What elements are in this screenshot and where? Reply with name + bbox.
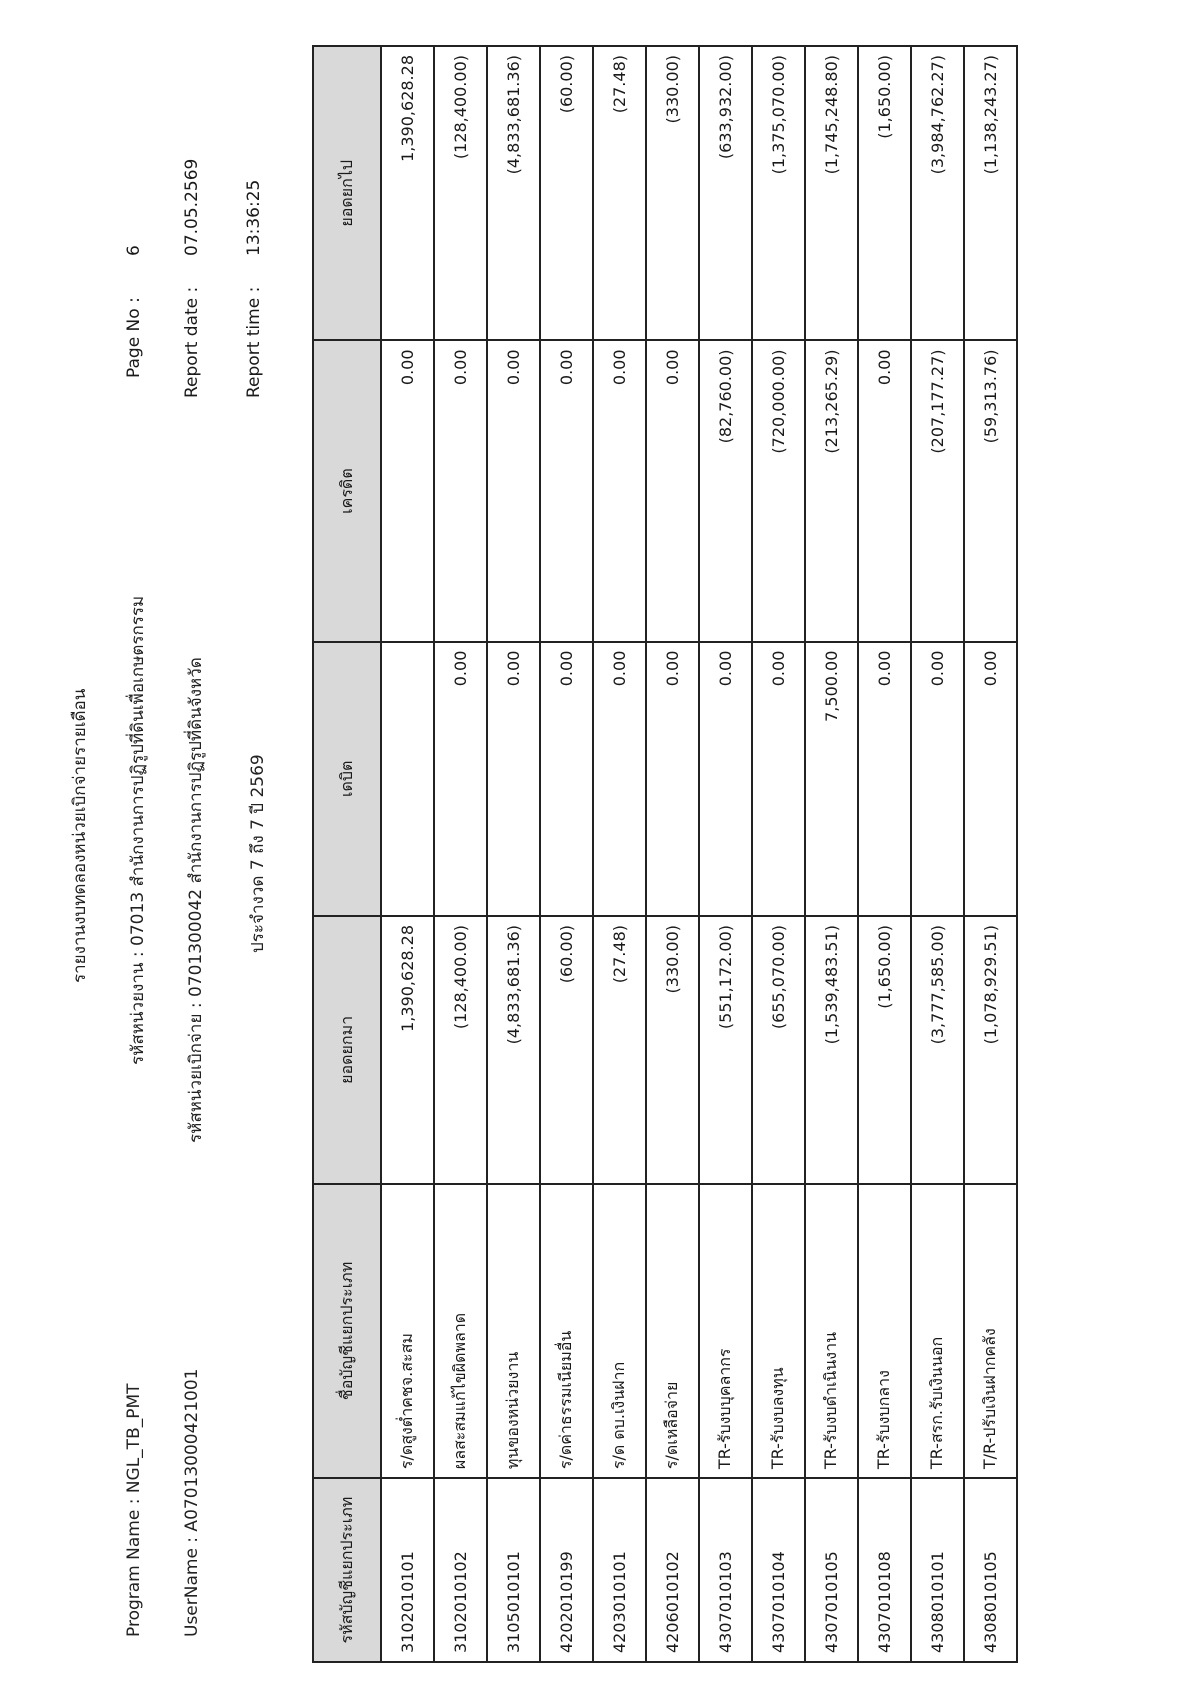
page-no-value: 6 (124, 245, 144, 256)
brought-forward-cell: (3,777,585.00) (911, 916, 964, 1184)
carried-forward-cell: (27.48) (593, 46, 646, 340)
account-code-cell: 4308010101 (911, 1478, 964, 1662)
credit-cell: (82,760.00) (699, 340, 752, 641)
account-name-cell: ร/ด ดบ.เงินฝาก (593, 1184, 646, 1478)
table-row (805, 46, 858, 1662)
debit-cell: 0.00 (487, 642, 540, 916)
account-name-cell: ทุนของหน่วยงาน (487, 1184, 540, 1478)
user-name: UserName : A07013000421001 (182, 1368, 202, 1637)
debit-cell: 0.00 (434, 642, 487, 916)
carried-forward-cell: (1,375,070.00) (752, 46, 805, 340)
credit-cell: 0.00 (593, 340, 646, 641)
brought-forward-cell: (4,833,681.36) (487, 916, 540, 1184)
account-code-cell: 4307010104 (752, 1478, 805, 1662)
credit-cell: 0.00 (381, 340, 434, 641)
account-name-cell: ร/ดค่าธรรมเนียมอื่น (540, 1184, 593, 1478)
brought-forward-cell: (128,400.00) (434, 916, 487, 1184)
carried-forward-cell: (1,138,243.27) (964, 46, 1017, 340)
trial-balance-table (312, 45, 1018, 1663)
brought-forward-cell: (1,539,483.51) (805, 916, 858, 1184)
program-name: Program Name : NGL_TB_PMT (124, 1383, 144, 1637)
account-code-cell: 3105010101 (487, 1478, 540, 1662)
credit-cell: 0.00 (487, 340, 540, 641)
account-code-cell: 4307010103 (699, 1478, 752, 1662)
table-row (434, 46, 487, 1662)
report-time-label: Report time : (244, 286, 264, 398)
credit-cell: (207,177.27) (911, 340, 964, 641)
carried-forward-cell: (1,745,248.80) (805, 46, 858, 340)
credit-cell: (59,313.76) (964, 340, 1017, 641)
table-row (593, 46, 646, 1662)
account-code-cell: 4308010105 (964, 1478, 1017, 1662)
credit-cell: 0.00 (858, 340, 911, 641)
report-title: รายงานงบทดลองหน่วยเบิกจ่ายรายเดือน (70, 688, 90, 983)
brought-forward-cell: (60.00) (540, 916, 593, 1184)
credit-cell: 0.00 (540, 340, 593, 641)
carried-forward-cell: 1,390,628.28 (381, 46, 434, 340)
account-code-cell: 3102010101 (381, 1478, 434, 1662)
account-name-cell: T/R-ปรับเงินฝากคลัง (964, 1184, 1017, 1478)
account-code-cell: 4307010108 (858, 1478, 911, 1662)
table-row (487, 46, 540, 1662)
credit-cell: (720,000.00) (752, 340, 805, 641)
carried-forward-cell: (4,833,681.36) (487, 46, 540, 340)
column-header-credit: เครดิต (313, 340, 381, 641)
brought-forward-cell: 1,390,628.28 (381, 916, 434, 1184)
account-name-cell: ร/ดสูงต่ำคชจ.สะสม (381, 1184, 434, 1478)
account-name-cell: TR-รับงบบุคลากร (699, 1184, 752, 1478)
column-header-account-code: รหัสบัญชีแยกประเภท (313, 1478, 381, 1662)
debit-cell: 0.00 (964, 642, 1017, 916)
debit-cell (381, 642, 434, 916)
table-header-row (313, 46, 381, 1662)
account-name-cell: ร/ดเหลือจ่าย (646, 1184, 699, 1478)
unit-code: รหัสหน่วยงาน : 07013 สำนักงานการปฏิรูปที่ดินเพื่อเกษตรกรรม (128, 595, 148, 1065)
debit-cell: 0.00 (593, 642, 646, 916)
table-row (858, 46, 911, 1662)
table-row (964, 46, 1017, 1662)
brought-forward-cell: (551,172.00) (699, 916, 752, 1184)
debit-cell: 7,500.00 (805, 642, 858, 916)
account-code-cell: 4206010102 (646, 1478, 699, 1662)
report-time-value: 13:36:25 (244, 179, 264, 256)
brought-forward-cell: (655,070.00) (752, 916, 805, 1184)
table-row (381, 46, 434, 1662)
report-period: ประจำงวด 7 ถึง 7 ปี 2569 (248, 754, 268, 953)
credit-cell: 0.00 (434, 340, 487, 641)
report-date-value: 07.05.2569 (182, 158, 202, 256)
brought-forward-cell: (330.00) (646, 916, 699, 1184)
column-header-debit: เดบิต (313, 642, 381, 916)
column-header-account-name: ชื่อบัญชีแยกประเภท (313, 1184, 381, 1478)
page-no-label: Page No : (124, 297, 144, 378)
column-header-brought-forward: ยอดยกมา (313, 916, 381, 1184)
credit-cell: (213,265.29) (805, 340, 858, 641)
account-name-cell: ผลสะสมแก้ไขผิดพลาด (434, 1184, 487, 1478)
debit-cell: 0.00 (858, 642, 911, 916)
carried-forward-cell: (1,650.00) (858, 46, 911, 340)
brought-forward-cell: (27.48) (593, 916, 646, 1184)
carried-forward-cell: (3,984,762.27) (911, 46, 964, 340)
table-row (646, 46, 699, 1662)
column-header-carried-forward: ยอดยกไป (313, 46, 381, 340)
account-name-cell: TR-รับงบกลาง (858, 1184, 911, 1478)
carried-forward-cell: (128,400.00) (434, 46, 487, 340)
carried-forward-cell: (633,932.00) (699, 46, 752, 340)
debit-cell: 0.00 (752, 642, 805, 916)
debit-cell: 0.00 (911, 642, 964, 916)
credit-cell: 0.00 (646, 340, 699, 641)
table-row (699, 46, 752, 1662)
table-row (540, 46, 593, 1662)
report-date-label: Report date : (182, 286, 202, 398)
account-code-cell: 4307010105 (805, 1478, 858, 1662)
account-code-cell: 4202010199 (540, 1478, 593, 1662)
carried-forward-cell: (330.00) (646, 46, 699, 340)
table-row (911, 46, 964, 1662)
debit-cell: 0.00 (646, 642, 699, 916)
account-name-cell: TR-รับงบลงทุน (752, 1184, 805, 1478)
brought-forward-cell: (1,078,929.51) (964, 916, 1017, 1184)
carried-forward-cell: (60.00) (540, 46, 593, 340)
account-code-cell: 3102010102 (434, 1478, 487, 1662)
disbursing-unit-code: รหัสหน่วยเบิกจ่าย : 0701300042 สำนักงานการปฏิรูปที่ดินจังหวัด (186, 657, 206, 1143)
debit-cell: 0.00 (699, 642, 752, 916)
debit-cell: 0.00 (540, 642, 593, 916)
brought-forward-cell: (1,650.00) (858, 916, 911, 1184)
table-row (752, 46, 805, 1662)
account-name-cell: TR-รับงบดำเนินงาน (805, 1184, 858, 1478)
account-code-cell: 4203010101 (593, 1478, 646, 1662)
account-name-cell: TR-สรก.รับเงินนอก (911, 1184, 964, 1478)
